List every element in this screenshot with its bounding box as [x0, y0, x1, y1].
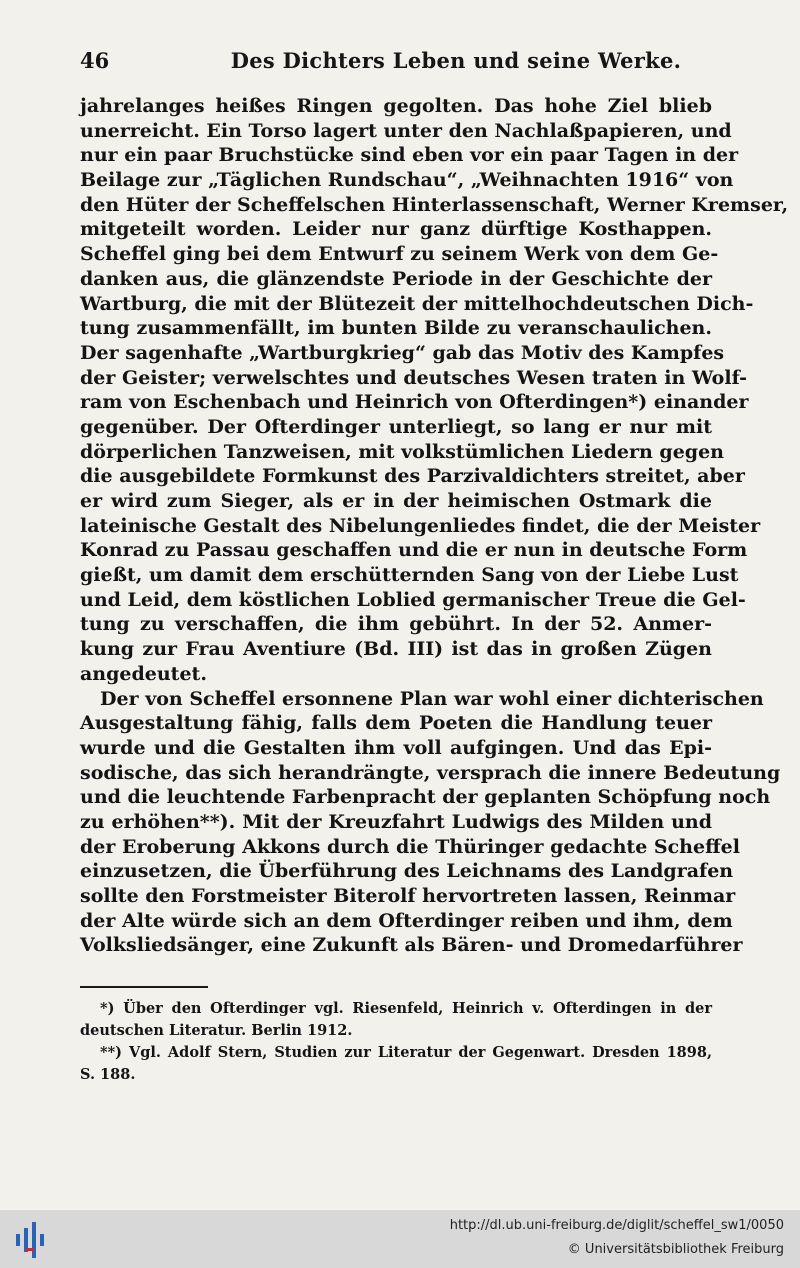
- text-line: und die leuchtende Farbenpracht der geplanten Schöpfung noch: [80, 786, 771, 809]
- text-line: sodische, das sich herandrängte, versprach die innere Bedeutung: [80, 761, 781, 784]
- text-line: die ausgebildete Formkunst des Parzivaldichters streitet, aber: [80, 465, 745, 488]
- text-line: jahrelanges heißes Ringen gegolten. Das hohe Ziel blieb: [80, 95, 712, 117]
- text-line: Scheffel ging bei dem Entwurf zu seinem Werk von dem Ge-: [80, 243, 719, 266]
- text-line: lateinische Gestalt des Nibelungenliedes findet, die der Meister: [80, 514, 761, 537]
- copyright-text: © Universitätsbibliothek Freiburg: [567, 1242, 784, 1257]
- text-line: Konrad zu Passau geschaffen und die er nun in deutsche Form: [80, 539, 748, 562]
- footnote-divider: [80, 986, 208, 988]
- text-line: einzusetzen, die Überführung des Leichnams des Landgrafen: [80, 860, 734, 883]
- text-line: mitgeteilt worden. Leider nur ganz dürftige Kosthappen.: [80, 218, 712, 241]
- footnote-line: deutschen Literatur. Berlin 1912.: [80, 1022, 353, 1039]
- text-line: ram von Eschenbach und Heinrich von Ofterdingen*) einander: [80, 391, 749, 414]
- page-header: [80, 46, 712, 80]
- text-line: er wird zum Sieger, als er in der heimischen Ostmark die: [80, 490, 712, 512]
- footnote-line: **) Vgl. Adolf Stern, Studien zur Literatur der Gegenwart. Dresden 1898,: [100, 1044, 712, 1061]
- running-title: Des Dichters Leben und seine Werke.: [230, 48, 682, 73]
- page-number: 46: [80, 48, 110, 73]
- footnote-line: S. 188.: [80, 1066, 136, 1083]
- text-line: gegenüber. Der Ofterdinger unterliegt, so lang er nur mit: [80, 415, 712, 438]
- ub-freiburg-logo-icon[interactable]: [14, 1218, 48, 1258]
- text-line: den Hüter der Scheffelschen Hinterlassenschaft, Werner Kremser,: [80, 193, 789, 216]
- text-line: tung zusammenfällt, im bunten Bilde zu veranschaulichen.: [80, 317, 712, 340]
- text-line: nur ein paar Bruchstücke sind eben vor ein paar Tagen in der: [80, 144, 739, 167]
- viewer-footer-bar: [0, 1210, 800, 1268]
- text-line: der Alte würde sich an dem Ofterdinger reiben und ihm, dem: [80, 909, 733, 932]
- text-line: und Leid, dem köstlichen Loblied germanischer Treue die Gel-: [80, 588, 746, 611]
- text-line: zu erhöhen**). Mit der Kreuzfahrt Ludwigs des Milden und: [80, 810, 712, 833]
- text-line: kung zur Frau Aventiure (Bd. III) ist das in großen Zügen: [80, 638, 712, 661]
- text-line: gießt, um damit dem erschütternden Sang von der Liebe Lust: [80, 564, 739, 587]
- text-line: sollte den Forstmeister Biterolf hervortreten lassen, Reinmar: [80, 885, 736, 907]
- text-line: angedeutet.: [80, 662, 207, 685]
- text-line: danken aus, die glänzendste Periode in der Geschichte der: [80, 267, 712, 290]
- text-line: Der sagenhafte „Wartburgkrieg“ gab das Motiv des Kampfes: [80, 341, 725, 364]
- text-line: tung zu verschaffen, die ihm gebührt. In der 52. Anmer-: [80, 613, 712, 636]
- text-line: der Geister; verwelschtes und deutsches Wesen traten in Wolf-: [80, 366, 747, 389]
- footnotes: [80, 998, 712, 1086]
- text-line: Beilage zur „Täglichen Rundschau“, „Weihnachten 1916“ von: [80, 169, 734, 192]
- text-line: Wartburg, die mit der Blütezeit der mittelhochdeutschen Dich-: [80, 292, 754, 315]
- text-line: Volksliedsänger, eine Zukunft als Bären- und Dromedarführer: [80, 934, 743, 957]
- body-text: [80, 94, 789, 958]
- text-line: wurde und die Gestalten ihm voll aufgingen. Und das Epi-: [80, 736, 712, 759]
- footnote-line: *) Über den Ofterdinger vgl. Riesenfeld, Heinrich v. Ofterdingen in der: [100, 1000, 712, 1017]
- text-line: der Eroberung Akkons durch die Thüringer gedachte Scheffel: [80, 835, 740, 858]
- text-line: Ausgestaltung fähig, falls dem Poeten die Handlung teuer: [80, 712, 712, 735]
- text-line: unerreicht. Ein Torso lagert unter den Nachlaßpapieren, und: [80, 119, 732, 142]
- text-line: Der von Scheffel ersonnene Plan war wohl einer dichterischen: [100, 687, 764, 710]
- source-url-link[interactable]: http://dl.ub.uni-freiburg.de/diglit/scheffel_sw1/0050: [449, 1218, 784, 1233]
- text-line: dörperlichen Tanzweisen, mit volkstümlichen Liedern gegen: [80, 440, 724, 463]
